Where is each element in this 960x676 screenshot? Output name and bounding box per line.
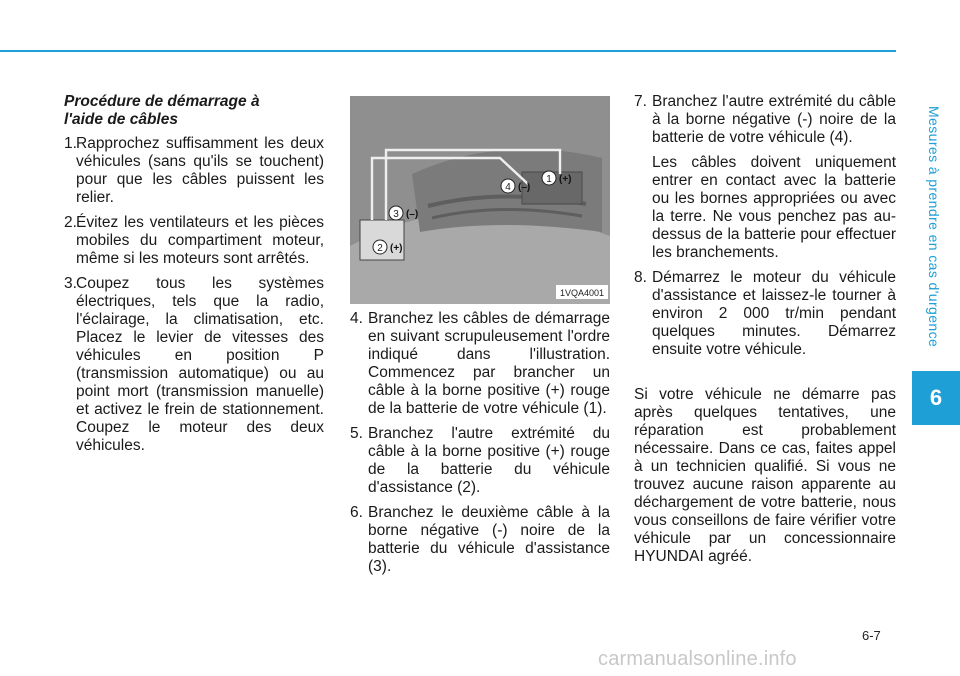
step-number: 5. (350, 425, 363, 442)
step-number: 4. (350, 310, 363, 327)
jump-start-illustration (350, 96, 610, 304)
column-right (634, 93, 896, 566)
column-middle (350, 96, 610, 583)
callout-1-label: 1 (546, 174, 552, 185)
figure-code: 1VQA4001 (559, 288, 605, 298)
callout-2-sign: (+) (390, 243, 403, 254)
callout-2-label: 2 (377, 243, 383, 254)
callout-4-sign: (–) (518, 182, 531, 193)
section-heading-line2: l'aide de câbles (64, 111, 178, 128)
section-heading (64, 93, 324, 129)
step-text: Branchez l'autre extrémité du câble à la borne positive (+) rouge de la batterie du véhicule d'assistance (2). (368, 425, 610, 496)
watermark: carmanualsonline.info (598, 648, 797, 670)
step-text: Coupez tous les systèmes électriques, tels que la radio, l'éclairage, la climatisation, etc. Placez le levier de vitesses des véhicules en position P (transmission automatique) ou au point mort (transmission manuelle) et activez le frein de stationnement. Coupez le moteur des deux véhicules. (76, 275, 324, 454)
step-number: 1. (64, 135, 77, 152)
chapter-tab: 6 (912, 371, 960, 425)
step-text: Branchez les câbles de démarrage en suivant scrupuleusement l'ordre indiqué dans l'illustration. Commencez par brancher un câble à la borne positive (+) rouge de la batterie de votre véhicule (1). (368, 310, 610, 417)
step-text: Rapprochez suffisamment les deux véhicules (sans qu'ils se touchent) pour que les câbles puissent les relier. (76, 135, 324, 206)
callout-1-sign: (+) (559, 174, 572, 185)
callout-4-label: 4 (505, 182, 511, 193)
step-5 (350, 425, 610, 497)
step-7-note: Les câbles doivent uniquement entrer en contact avec la batterie ou les bornes appropriées ou avec la terre. Ne vous penchez pas au-dessus de la batterie pour effectuer les branchements. (652, 154, 896, 261)
step-text: Branchez le deuxième câble à la borne négative (-) noire de la batterie du véhicule d'assistance (3). (368, 504, 610, 575)
step-number: 6. (350, 504, 363, 521)
step-2 (64, 214, 324, 268)
column-left (64, 93, 324, 462)
step-text: Évitez les ventilateurs et les pièces mobiles du compartiment moteur, même si les moteurs sont arrêtés. (76, 214, 324, 267)
step-number: 2. (64, 214, 77, 231)
step-1 (64, 135, 324, 207)
closing-paragraph: Si votre véhicule ne démarre pas après quelques tentatives, une réparation est probablement nécessaire. Dans ce cas, faites appel à un technicien qualifié. Si vous ne trouvez aucune raison apparente au déchargement de votre batterie, nous vous conseillons de faire vérifier votre véhicule par un concessionnaire HYUNDAI agréé. (634, 386, 896, 565)
step-4 (350, 310, 610, 418)
step-number: 3. (64, 275, 77, 292)
step-8 (634, 269, 896, 359)
section-heading-line1: Procédure de démarrage à (64, 93, 260, 110)
page-number: 6-7 (862, 628, 881, 643)
step-number: 7. (634, 93, 647, 110)
step-7 (634, 93, 896, 147)
step-3 (64, 275, 324, 455)
step-text: Branchez l'autre extrémité du câble à la borne négative (-) noire de la batterie de votre véhicule (4). (652, 93, 896, 146)
chapter-title: Mesures à prendre en cas d'urgence (926, 106, 942, 348)
step-6 (350, 504, 610, 576)
header-rule (0, 50, 896, 52)
callout-3-label: 3 (393, 209, 399, 220)
step-text: Démarrez le moteur du véhicule d'assistance et laissez-le tourner à environ 2 000 tr/min pendant quelques minutes. Démarrez ensuite votre véhicule. (652, 269, 896, 358)
step-number: 8. (634, 269, 647, 286)
callout-3-sign: (–) (406, 209, 419, 220)
